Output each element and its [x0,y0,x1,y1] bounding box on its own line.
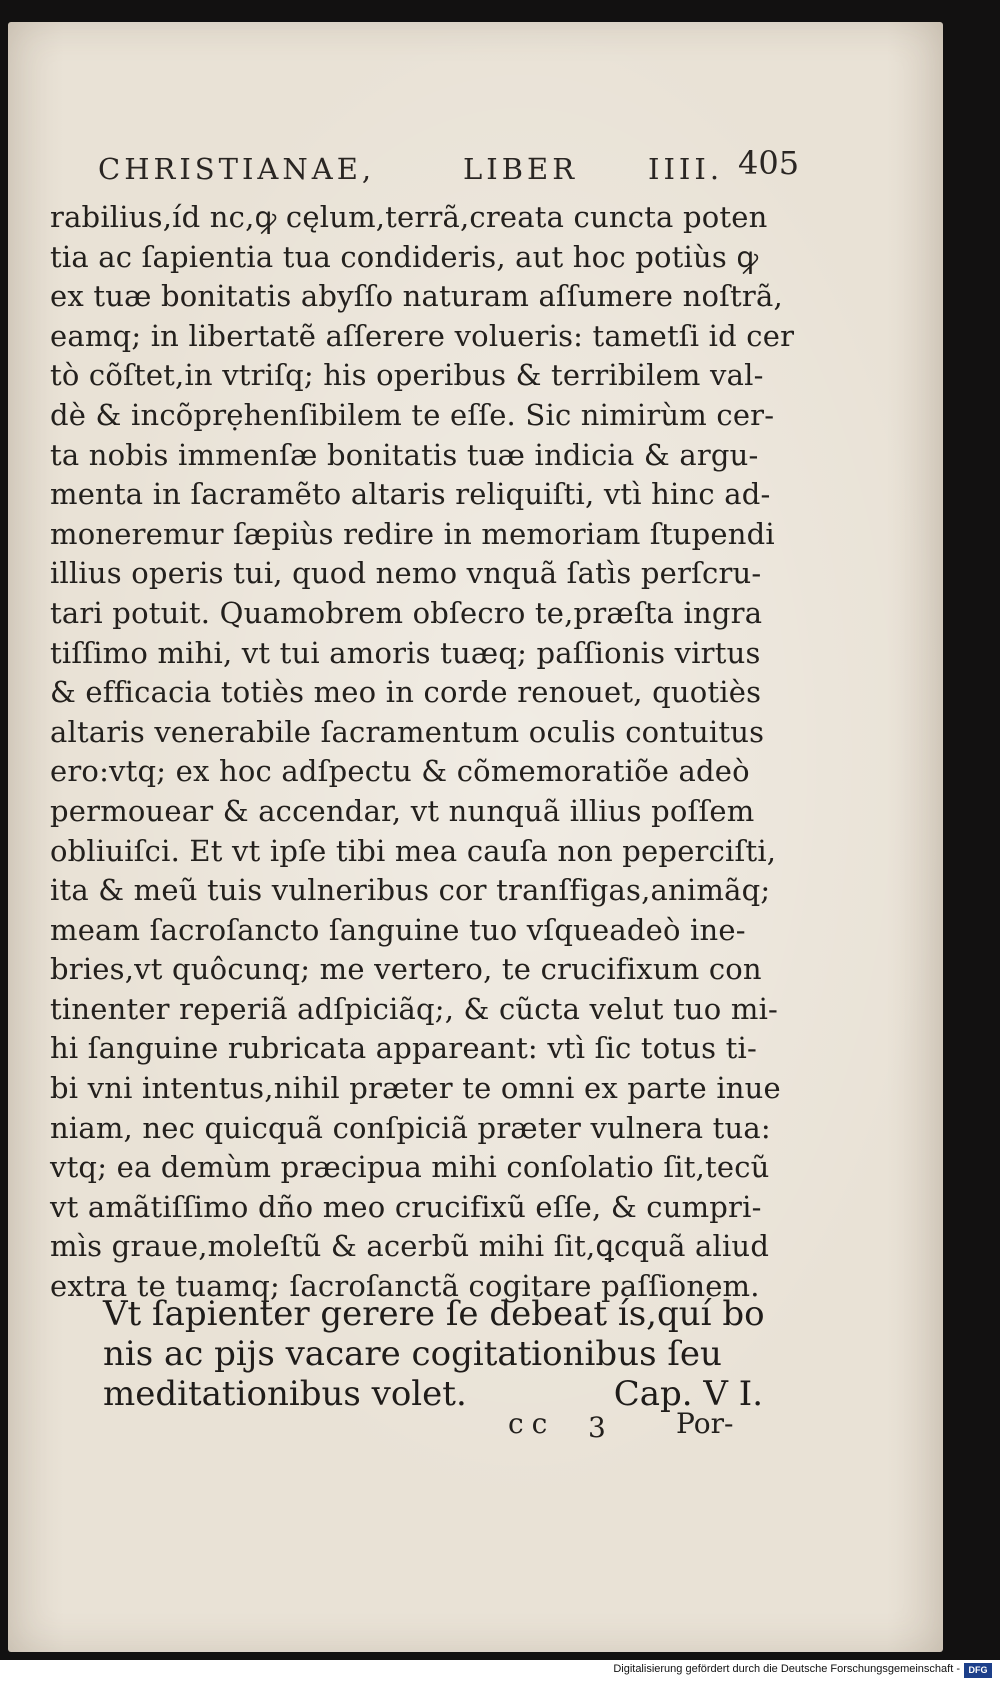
text-line: mìs graue,moleſtũ & acerbũ mihi ſit,ꝗcquã aliud [50,1229,770,1264]
text-line: ta nobis immenſæ bonitatis tuæ indicia & argu- [50,437,759,472]
text-line: eamq; in libertatẽ aſſerere volueris: tametſi id cer [50,318,795,353]
signature-mark: cc [508,1407,556,1440]
text-line: altaris venerabile ſacramentum oculis contuitus [50,714,765,749]
body-text [50,198,795,1307]
digitization-credit: Digitalisierung gefördert durch die Deutsche Forschungsgemeinschaft - [613,1663,960,1675]
running-head [88,142,808,202]
text-line: moneremur ſæpiùs redire in memoriam ſtupendi [50,516,775,551]
text-line: tia ac ſapientia tua condideris, aut hoc potiùs ꝙ [50,239,759,274]
running-head-book-number: IIII. [648,152,724,186]
text-line: vt amãtiſſimo dño meo crucifixũ eſſe, & cumpri- [50,1189,762,1224]
text-line: ero:vtq; ex hoc adſpectu & cõmemoratiõe adeò [50,754,750,789]
text-line: obliuiſci. Et vt ipſe tibi mea cauſa non peperciſti, [50,833,777,868]
text-line: meam ſacroſancto ſanguine tuo vſqueadeò ine- [50,912,746,947]
dfg-logo-icon: DFG [964,1663,992,1678]
text-line: permouear & accendar, vt nunquã illius poſſem [50,793,755,828]
text-line: vtq; ea demùm præcipua mihi conſolatio ſit,tecũ [50,1150,770,1185]
text-line: tiſſimo mihi, vt tui amoris tuæq; paſſionis virtus [50,635,761,670]
book-page [8,22,943,1652]
running-head-book: LIBER [463,152,579,186]
text-line: bi vni intentus,nihil præter te omni ex parte inue [50,1071,781,1106]
signature-number: 3 [588,1411,606,1444]
text-line: illius operis tui, quod nemo vnquã ſatìs perſcru- [50,556,762,591]
text-line: niam, nec quicquã conſpiciã præter vulnera tua: [50,1110,771,1145]
chapter-heading-text: meditationibus volet. [103,1374,467,1414]
text-line: tari potuit. Quamobrem obſecro te,præſta ingra [50,595,763,630]
text-line: rabilius,íd nc,ꝙ cęlum,terrã,creata cuncta poten [50,200,768,234]
text-line: dè & incõprẹhenſibilem te eſſe. Sic nimirùm cer- [50,397,775,432]
digitization-credit-bar [0,1660,1000,1682]
text-line: tinenter reperiã adſpiciãq;, & cũcta velut tuo mi- [50,991,779,1026]
text-line: bries,vt quôcunq; me vertero, te crucifixum con [50,952,762,987]
catchword: Por- [676,1407,734,1440]
chapter-heading-line: nis ac pijs vacare cogitationibus ſeu [103,1334,722,1374]
text-line: menta in ſacramẽto altaris reliquiſti, vtì hinc ad- [50,477,771,512]
text-line: hi ſanguine rubricata appareant: vtì ſic totus ti- [50,1031,757,1066]
text-line: & efficacia totiès meo in corde renouet, quotiès [50,675,762,710]
page-number: 405 [738,144,800,182]
chapter-heading [103,1294,763,1414]
signature-line [508,1407,748,1447]
chapter-number: Cap. V I. [613,1374,763,1414]
text-line: ita & meũ tuis vulneribus cor tranſfigas,animãq; [50,873,771,908]
running-head-title: CHRISTIANAE, [98,152,376,186]
chapter-heading-line: Vt ſapienter gerere ſe debeat ís,quí bo [103,1294,765,1334]
text-line: tò cõſtet,in vtriſq; his operibus & terribilem val- [50,358,764,393]
text-line: ex tuæ bonitatis abyſſo naturam aſſumere noſtrã, [50,279,783,314]
text-line: extra te tuamq; ſacroſanctã cogitare paſſionem. [50,1269,760,1304]
